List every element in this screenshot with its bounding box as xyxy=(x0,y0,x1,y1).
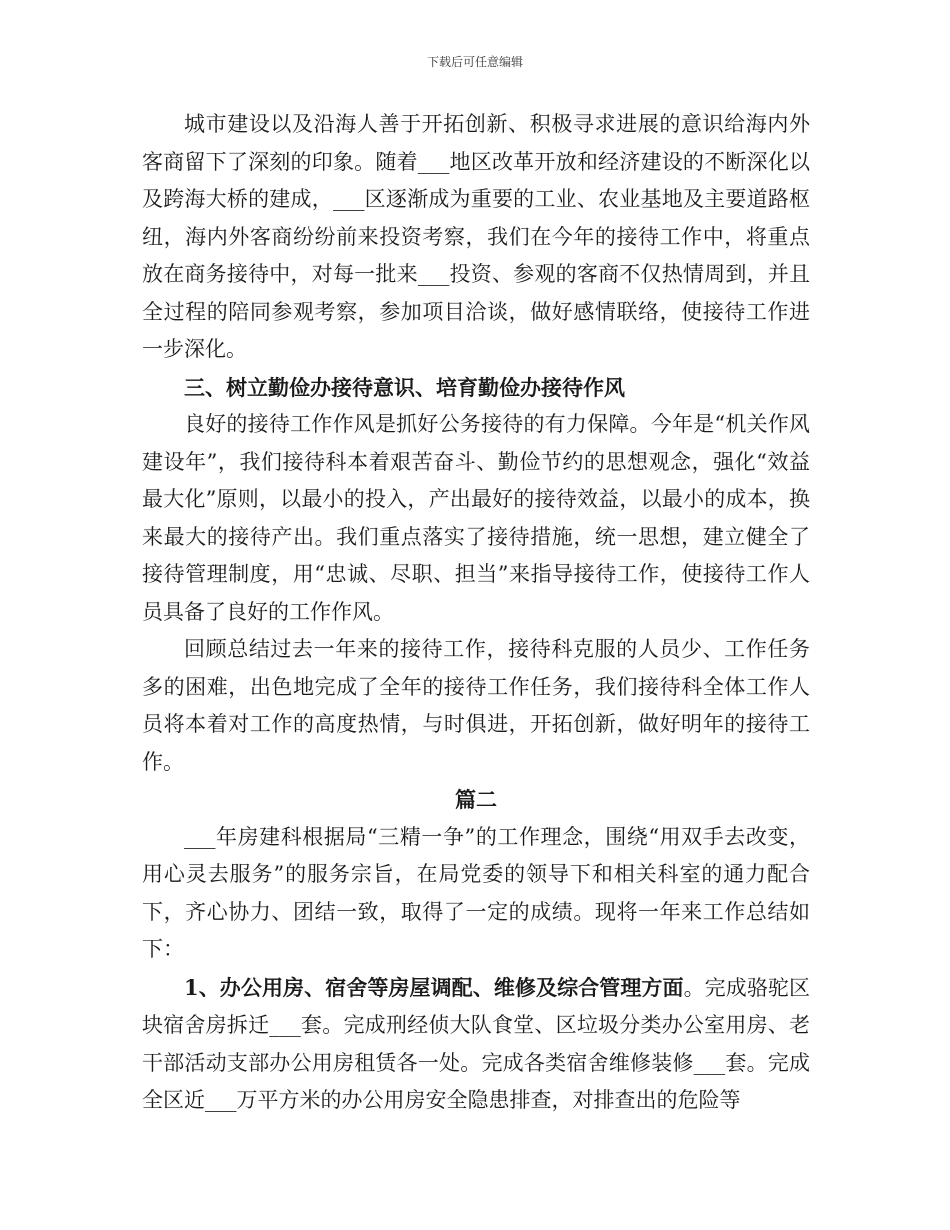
paragraph xyxy=(142,969,810,1120)
paragraph: 良好的接待工作作风是抓好公务接待的有力保障。今年是“机关作风建设年”，我们接待科本着艰苦奋斗、勤俭节约的思想观念，强化“效益最大化”原则，以最小的投入，产出最好的接待效益，以最小的成本，换来最大的接待产出。我们重点落实了接待措施，统一思想，建立健全了接待管理制度，用“忠诚、尽职、担当”来指导接待工作，使接待工作人员具备了良好的工作作风。 xyxy=(142,412,810,624)
document-body xyxy=(142,106,810,1120)
page-header: 下载后可任意编辑 xyxy=(426,55,523,69)
section-title: 篇二 xyxy=(455,787,497,812)
item-text: 。完成骆驼区块宿舍房拆迁___套。完成刑经侦大队食堂、区垃圾分类办公室用房、老干部活动支部办公用房租赁各一处。完成各类宿舍维修装修___套。完成全区近___万平方米的办公用房安全隐患排查，对排查出的危险等 xyxy=(142,975,810,1112)
section-heading: 三、树立勤俭办接待意识、培育勤俭办接待作风 xyxy=(184,374,625,400)
item-heading: 1、办公用房、宿舍等房屋调配、维修及综合管理方面 xyxy=(184,974,684,1000)
paragraph: 城市建设以及沿海人善于开拓创新、积极寻求进展的意识给海内外客商留下了深刻的印象。随着___地区改革开放和经济建设的不断深化以及跨海大桥的建成，___区逐渐成为重要的工业、农业基地及主要道路枢纽，海内外客商纷纷前来投资考察，我们在今年的接待工作中，将重点放在商务接待中，对每一批来___投资、参观的客商不仅热情周到，并且全过程的陪同参观考察，参加项目洽谈，做好感情联络，使接待工作进一步深化。 xyxy=(142,112,810,361)
paragraph: ___年房建科根据局“三精一争”的工作理念，围绕“用双手去改变，用心灵去服务”的服务宗旨，在局党委的领导下和相关科室的通力配合下，齐心协力、团结一致，取得了一定的成绩。现将一年来工作总结如下： xyxy=(142,824,810,961)
paragraph: 回顾总结过去一年来的接待工作，接待科克服的人员少、工作任务多的困难，出色地完成了全年的接待工作任务，我们接待科全体工作人员将本着对工作的高度热情，与时俱进，开拓创新，做好明年的接待工作。 xyxy=(142,637,810,774)
